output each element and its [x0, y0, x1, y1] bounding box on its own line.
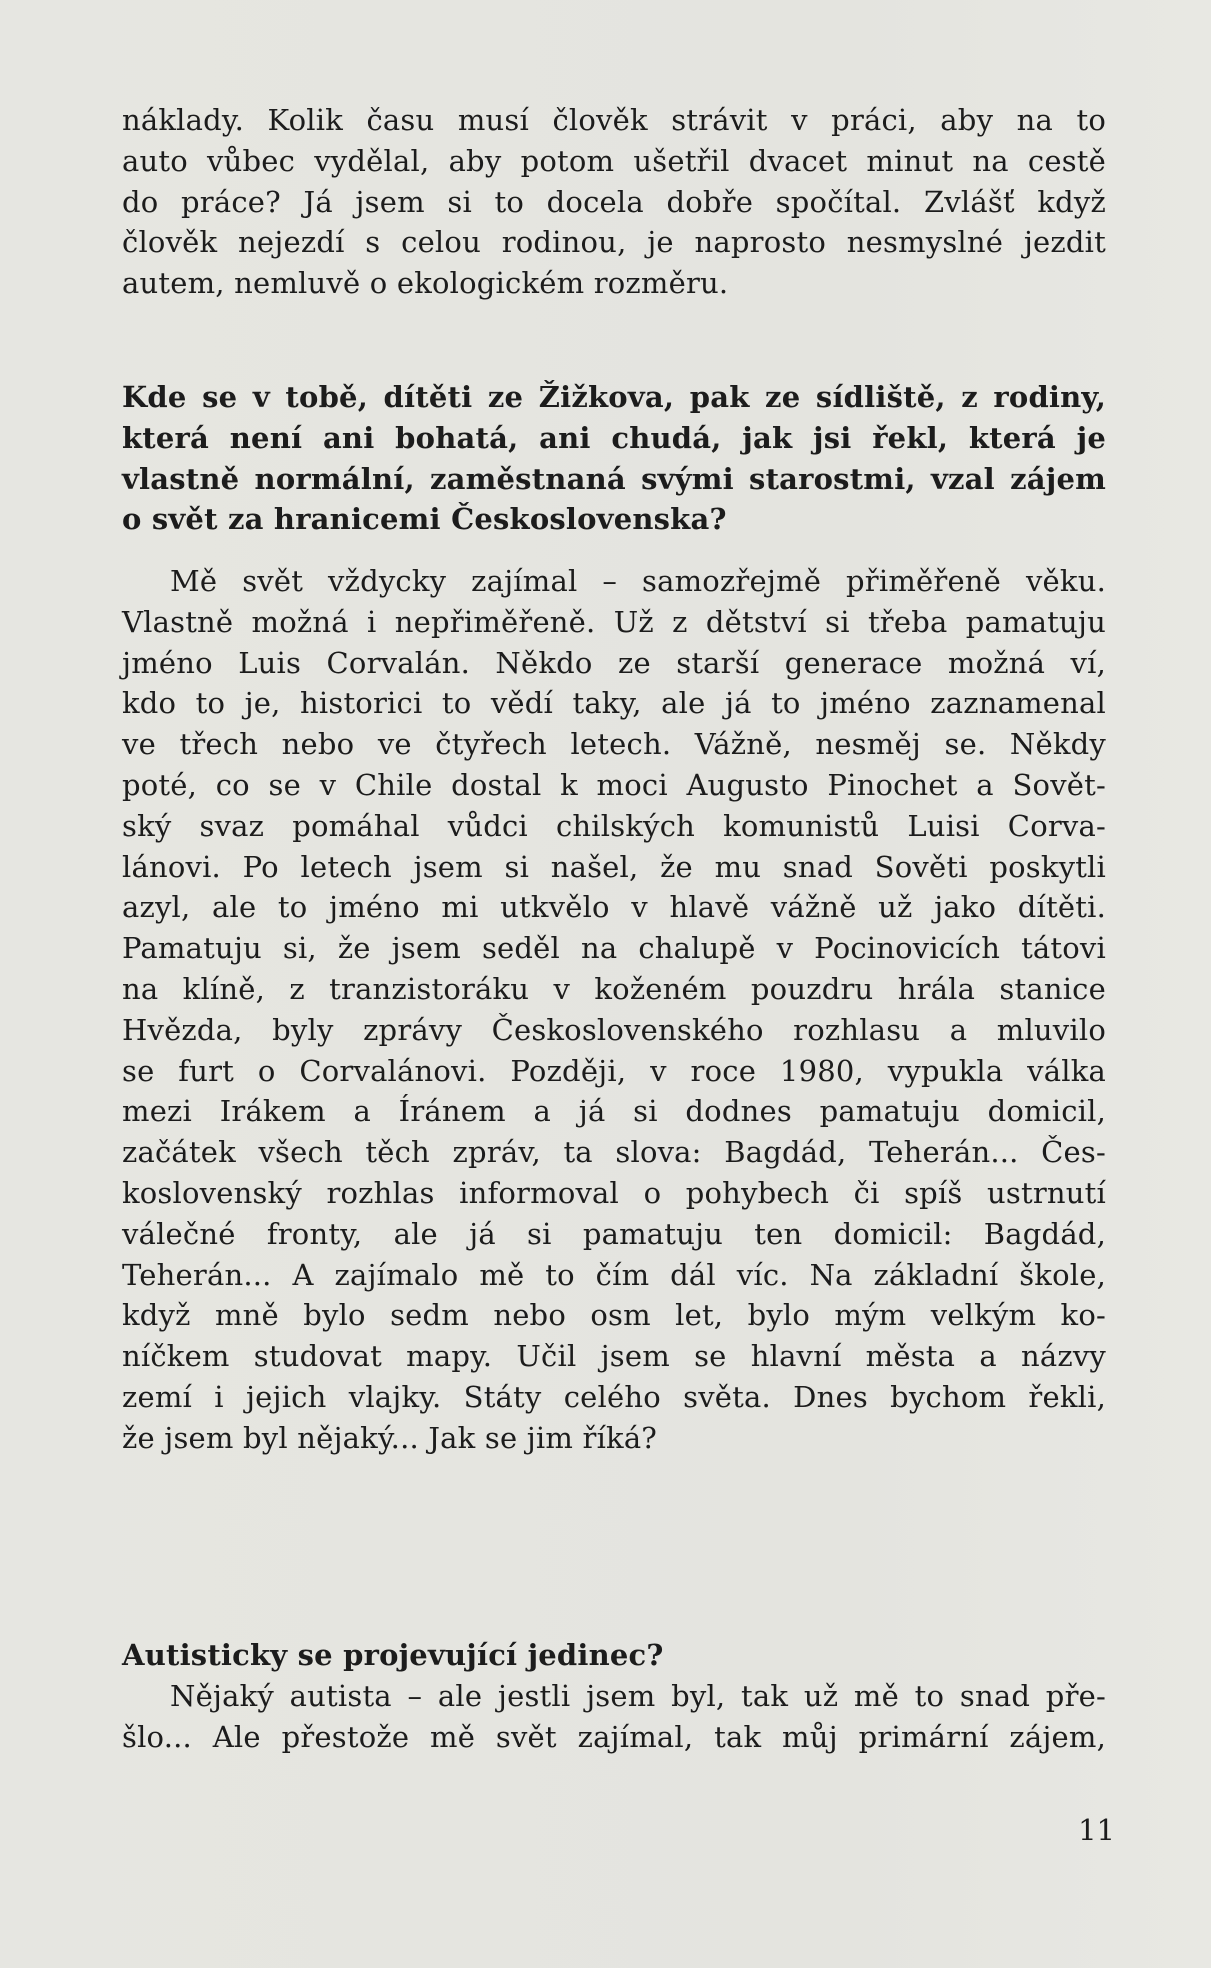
interview-answer-1 — [122, 561, 1106, 1459]
text-line: azyl, ale to jméno mi utkvělo v hlavě vážně už jako dítěti. — [122, 890, 1106, 925]
text-line: se furt o Corvalánovi. Později, v roce 1980, vypukla válka — [122, 1053, 1106, 1088]
question-line: o svět za hranicemi Československa? — [122, 502, 727, 537]
text-line: Teherán... A zajímalo mě to čím dál víc. Na základní škole, — [122, 1257, 1106, 1292]
text-line: jméno Luis Corvalán. Někdo ze starší generace možná ví, — [122, 645, 1106, 680]
paragraph-intro — [122, 100, 1106, 304]
text-line: Nějaký autista – ale jestli jsem byl, tak už mě to snad pře- — [170, 1679, 1106, 1713]
text-line: začátek všech těch zpráv, ta slova: Bagdád, Teherán... Čes- — [122, 1135, 1106, 1170]
text-line: šlo... Ale přestože mě svět zajímal, tak můj primární zájem, — [122, 1719, 1106, 1754]
interview-question-1 — [122, 377, 1106, 540]
text-line: auto vůbec vydělal, aby potom ušetřil dvacet minut na cestě — [122, 143, 1106, 178]
text-line: kdo to je, historici to vědí taky, ale já to jméno zaznamenal — [122, 686, 1106, 721]
page-number: 11 — [1078, 1813, 1115, 1847]
text-line: Hvězda, byly zprávy Československého rozhlasu a mluvilo — [122, 1012, 1106, 1047]
text-line: ve třech nebo ve čtyřech letech. Vážně, nesměj se. Někdy — [122, 727, 1106, 762]
text-line: koslovenský rozhlas informoval o pohybech či spíš ustrnutí — [122, 1175, 1106, 1210]
question-line: vlastně normální, zaměstnaná svými starostmi, vzal zájem — [122, 461, 1106, 496]
text-line: autem, nemluvě o ekologickém rozměru. — [122, 266, 729, 301]
text-line: člověk nejezdí s celou rodinou, je naprosto nesmyslné jezdit — [122, 225, 1106, 260]
text-line: Vlastně možná i nepřiměřeně. Už z dětství si třeba pamatuju — [122, 604, 1106, 639]
interview-question-2 — [122, 1635, 1106, 1676]
interview-answer-2 — [122, 1676, 1106, 1758]
text-line: válečné fronty, ale já si pamatuju ten domicil: Bagdád, — [122, 1216, 1106, 1251]
text-line: zemí i jejich vlajky. Státy celého světa. Dnes bychom řekli, — [122, 1379, 1106, 1414]
question-line: Kde se v tobě, dítěti ze Žižkova, pak ze sídliště, z rodiny, — [122, 380, 1106, 414]
text-line: na klíně, z tranzistoráku v koženém pouzdru hrála stanice — [122, 971, 1106, 1006]
text-line: mezi Irákem a Íránem a já si dodnes pamatuju domicil, — [122, 1094, 1106, 1129]
question-line: Autisticky se projevující jedinec? — [122, 1638, 664, 1672]
text-line: Mě svět vždycky zajímal – samozřejmě přiměřeně věku. — [170, 564, 1106, 598]
text-line: lánovi. Po letech jsem si našel, že mu snad Sověti poskytli — [122, 849, 1106, 884]
text-line: Pamatuju si, že jsem seděl na chalupě v Pocinovicích tátovi — [122, 931, 1106, 966]
text-line: poté, co se v Chile dostal k moci Augusto Pinochet a Sovět- — [122, 767, 1106, 802]
question-line: která není ani bohatá, ani chudá, jak jsi řekl, která je — [122, 420, 1106, 455]
text-line: náklady. Kolik času musí člověk strávit v práci, aby na to — [122, 103, 1106, 137]
text-line: ský svaz pomáhal vůdci chilských komunistů Luisi Corva- — [122, 808, 1106, 843]
text-line: níčkem studovat mapy. Učil jsem se hlavní města a názvy — [122, 1339, 1106, 1374]
text-line: že jsem byl nějaký... Jak se jim říká? — [122, 1420, 658, 1455]
text-line: když mně bylo sedm nebo osm let, bylo mým velkým ko- — [122, 1298, 1106, 1333]
text-line: do práce? Já jsem si to docela dobře spočítal. Zvlášť když — [122, 184, 1106, 219]
